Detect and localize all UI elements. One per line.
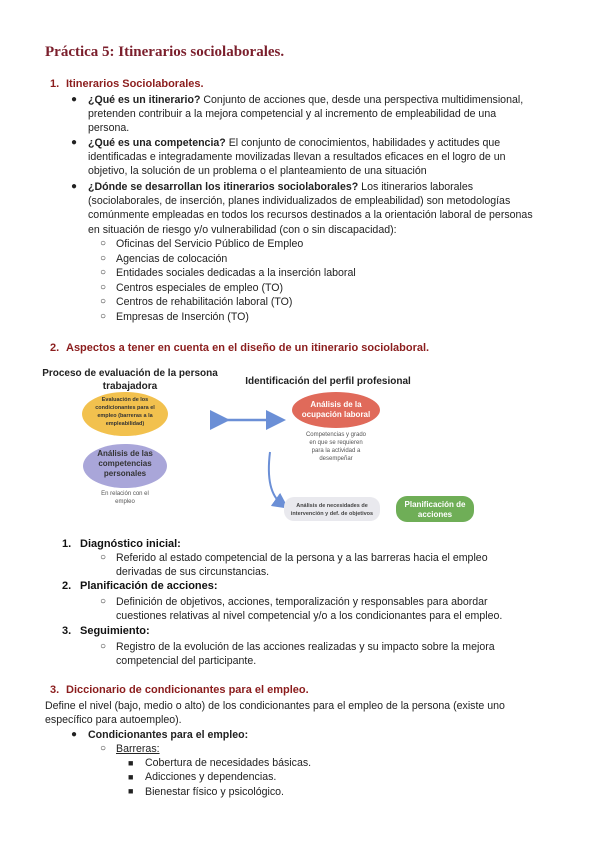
red-node-text: ocupación laboral	[301, 410, 371, 419]
step-text: competencial del participante.	[116, 655, 257, 668]
purple-node-text: competencias	[98, 459, 152, 468]
red-note-text: para la actividad a	[311, 448, 361, 454]
step-number: 2.	[62, 580, 72, 592]
grey-node	[284, 497, 380, 521]
bullet-icon: ●	[71, 729, 78, 740]
purple-node-text: personales	[103, 469, 147, 478]
right-title: Identificación del perfil profesional	[245, 376, 411, 387]
bullet-icon: ●	[71, 94, 78, 105]
answer-text: Conjunto de acciones que, desde una perspectiva multidimensional,	[200, 94, 524, 106]
step-number: 1.	[62, 538, 72, 550]
step-label: Seguimiento:	[80, 625, 150, 637]
question: ¿Qué es una competencia?	[88, 137, 226, 149]
section-3-heading	[50, 684, 309, 696]
answer-text: en situación de riesgo y/o vulnerabilidad (con o sin discapacidad):	[88, 223, 397, 236]
circle-bullet-icon: ○	[100, 641, 107, 652]
question: ¿Dónde se desarrollan los itinerarios sociolaborales?	[88, 181, 359, 193]
list-item: Centros especiales de empleo (TO)	[116, 282, 284, 294]
red-note-text: en que se requieren	[309, 440, 363, 446]
list-item: Centros de rehabilitación laboral (TO)	[116, 296, 293, 308]
circle-bullet-icon: ○	[100, 253, 107, 264]
question: ¿Qué es un itinerario?	[88, 94, 201, 106]
step-text: Definición de objetivos, acciones, temporalización y responsables para abordar	[116, 596, 488, 608]
section-number: 3.	[50, 684, 60, 696]
step-number: 3.	[62, 625, 72, 637]
list-item: Cobertura de necesidades básicas.	[145, 757, 312, 769]
left-title-2: trabajadora	[102, 381, 158, 392]
list-item: Oficinas del Servicio Público de Empleo	[116, 238, 304, 250]
section-number: 1.	[50, 78, 60, 90]
section-title: Diccionario de condicionantes para el empleo.	[66, 684, 309, 696]
step-text: Registro de la evolución de las acciones realizadas y su impacto sobre la mejora	[116, 641, 495, 653]
purple-note-text: empleo	[115, 499, 135, 505]
step-description	[116, 551, 553, 579]
step-text: Referido al estado competencial de la persona y a las barreras hacia el empleo	[116, 552, 488, 564]
page-title: Práctica 5: Itinerarios sociolaborales.	[45, 44, 285, 60]
left-title-1: Proceso de evaluación de la persona	[42, 368, 218, 379]
green-node-text: acciones	[417, 510, 453, 519]
circle-bullet-icon: ○	[100, 296, 107, 307]
answer-text: (sociolaborales, de inserción, planes individualizados de empleabilidad) son metodologías	[88, 195, 511, 208]
step-description	[116, 640, 553, 668]
step-heading	[62, 625, 150, 637]
step-label: Planificación de acciones:	[80, 580, 218, 592]
answer-text: objetivo, la solución de un problema o el planteamiento de una situación	[88, 165, 427, 178]
curved-arrow-icon	[269, 452, 282, 504]
list-item: Empresas de Inserción (TO)	[116, 311, 249, 323]
yellow-node-text: empleabilidad)	[105, 421, 145, 427]
step-text: derivadas de sus circunstancias.	[116, 566, 270, 579]
step-heading	[62, 580, 218, 592]
red-note-text: desempeñar	[319, 456, 353, 462]
purple-note-text: En relación con el	[101, 491, 149, 497]
answer-text: identificadas e integradamente movilizadas llevan a resultados eficaces en el logro de un	[88, 151, 506, 164]
circle-bullet-icon: ○	[100, 238, 107, 249]
circle-bullet-icon: ○	[100, 311, 107, 322]
square-bullet-icon: ■	[128, 786, 134, 796]
intro-text: específico para autoempleo).	[45, 714, 182, 727]
section-title: Aspectos a tener en cuenta en el diseño de un itinerario sociolaboral.	[66, 342, 430, 354]
circle-bullet-icon: ○	[100, 596, 107, 607]
step-description	[116, 595, 553, 623]
section-3-intro	[45, 699, 553, 727]
section-1-heading	[50, 78, 204, 90]
barreras-label: Barreras:	[116, 743, 160, 755]
green-node-text: Planificación de	[404, 500, 466, 509]
answer-text: Los itinerarios laborales	[358, 181, 474, 193]
answer-text: pretenden contribuir a la mejora competencial y al incremento de empleabilidad de una	[88, 108, 497, 121]
subheading: Condicionantes para el empleo:	[88, 729, 249, 741]
step-heading	[62, 538, 181, 550]
circle-bullet-icon: ○	[100, 282, 107, 293]
definition-itinerario	[88, 93, 553, 136]
section-2-heading	[50, 342, 429, 354]
answer-text: El conjunto de conocimientos, habilidades y actitudes que	[225, 137, 501, 149]
definition-donde	[88, 180, 553, 237]
step-label: Diagnóstico inicial:	[80, 538, 181, 550]
list-item: Bienestar físico y psicológico.	[145, 786, 284, 798]
red-note-text: Competencias y grado	[305, 432, 367, 438]
circle-bullet-icon: ○	[100, 743, 107, 754]
list-item: Agencias de colocación	[116, 253, 228, 265]
answer-text: comúnmente empleadas en todos los recursos destinados a la orientación laboral de personas	[88, 209, 533, 222]
yellow-node-text: Evaluación de los	[101, 397, 149, 403]
grey-node-text: intervención y def. de objetivos	[290, 511, 374, 517]
answer-text: persona.	[88, 122, 130, 135]
yellow-node-text: empleo (barreras a la	[97, 413, 153, 419]
intro-text: Define el nivel (bajo, medio o alto) de los condicionantes para el empleo de la persona (existe uno	[45, 700, 505, 712]
red-node-text: Análisis de la	[310, 400, 362, 409]
circle-bullet-icon: ○	[100, 267, 107, 278]
bullet-icon: ●	[71, 181, 78, 192]
step-text: cuestiones relativas al nivel competencial y/o a los condicionantes para el empleo.	[116, 610, 503, 623]
section-number: 2.	[50, 342, 60, 354]
bullet-icon: ●	[71, 137, 78, 148]
itinerary-diagram	[42, 362, 500, 532]
definition-competencia	[88, 136, 553, 179]
list-item: Adicciones y dependencias.	[145, 771, 277, 783]
section-title: Itinerarios Sociolaborales.	[66, 78, 204, 90]
square-bullet-icon: ■	[128, 772, 134, 782]
circle-bullet-icon: ○	[100, 552, 107, 563]
square-bullet-icon: ■	[128, 758, 134, 768]
grey-node-text: Análisis de necesidades de	[296, 503, 368, 509]
list-item: Entidades sociales dedicadas a la inserción laboral	[116, 267, 356, 279]
yellow-node-text: condicionantes para el	[95, 405, 155, 411]
purple-node-text: Análisis de las	[97, 449, 153, 458]
